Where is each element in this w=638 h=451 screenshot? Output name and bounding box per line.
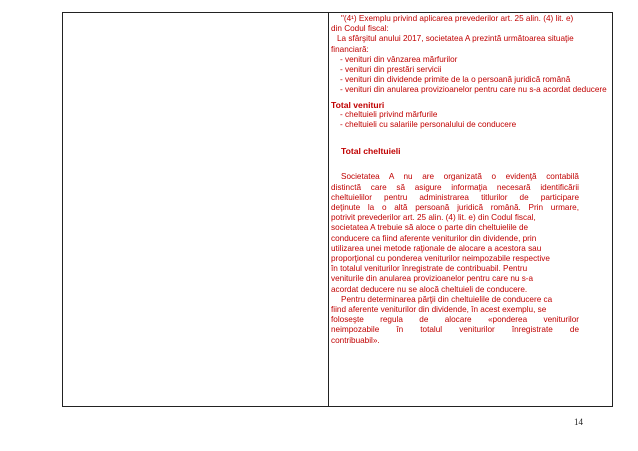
expense-item: - cheltuieli privind mărfurile: [340, 109, 438, 119]
example-heading-line: "(4¹) Exemplu privind aplicarea prevederilor art. 25 alin. (4) lit. e): [341, 14, 574, 23]
paragraph-line: contribuabil».: [331, 335, 380, 345]
example-intro-line: financiară:: [331, 44, 369, 54]
paragraph-dividend-allocation: [331, 172, 579, 345]
paragraph-line: în totalul veniturilor înregistrate de contribuabil. Pentru: [331, 264, 528, 274]
example-heading-line: din Codul fiscal:: [331, 24, 389, 34]
income-item: - venituri din anularea provizioanelor pentru care nu s-a acordat deducere: [340, 85, 607, 95]
page-number: 14: [574, 417, 583, 427]
income-item: - venituri din prestări servicii: [340, 65, 442, 75]
paragraph-line: veniturile din anularea provizioanelor pentru care nu s-a: [331, 274, 534, 284]
total-expenses-label: Total cheltuieli: [341, 146, 401, 157]
paragraph-line: potrivit prevederilor art. 25 alin. (4) lit. e) din Codul fiscal,: [331, 213, 536, 223]
paragraph-line: conducere ca fiind aferente veniturilor din dividende, prin: [331, 233, 537, 243]
income-item: - venituri din dividende primite de la o persoană juridică română: [340, 75, 571, 85]
table-column-divider: [328, 12, 329, 407]
paragraph-line: foloseşte regula de alocare «ponderea veniturilor: [331, 315, 579, 325]
paragraph-line: distinctă care să asigure informaţia necesară identificării: [331, 182, 579, 192]
expense-item: - cheltuieli cu salariile personalului de conducere: [340, 120, 517, 130]
paragraph-line: societatea A trebuie să aloce o parte din cheltuielile de: [331, 223, 529, 233]
paragraph-line: Pentru determinarea părţii din cheltuielile de conducere ca: [341, 294, 553, 304]
total-income-label: Total venituri: [331, 99, 385, 110]
paragraph-line: utilizarea unei metode raţionale de alocare a acestora sau: [331, 243, 542, 253]
paragraph-line: Societatea A nu are organizată o evidenţă contabilă: [341, 172, 579, 182]
paragraph-line: acordat deducere nu se alocă cheltuieli de conducere.: [331, 284, 528, 294]
paragraph-line: deţinute la o altă persoană juridică română. Prin urmare,: [331, 203, 579, 213]
paragraph-line: proporţional cu ponderea veniturilor neimpozabile respective: [331, 254, 550, 264]
example-intro-line: La sfârşitul anului 2017, societatea A prezintă următoarea situaţie: [337, 34, 574, 44]
paragraph-line: cheltuielilor pentru administrarea titlurilor de participare: [331, 192, 579, 202]
paragraph-line: neimpozabile în totalul veniturilor înregistrate de: [331, 325, 579, 335]
table-right-cell: [331, 14, 611, 405]
paragraph-line: fiind aferente veniturilor din dividende, în acest exemplu, se: [331, 305, 547, 315]
income-item: - venituri din vânzarea mărfurilor: [340, 54, 458, 64]
